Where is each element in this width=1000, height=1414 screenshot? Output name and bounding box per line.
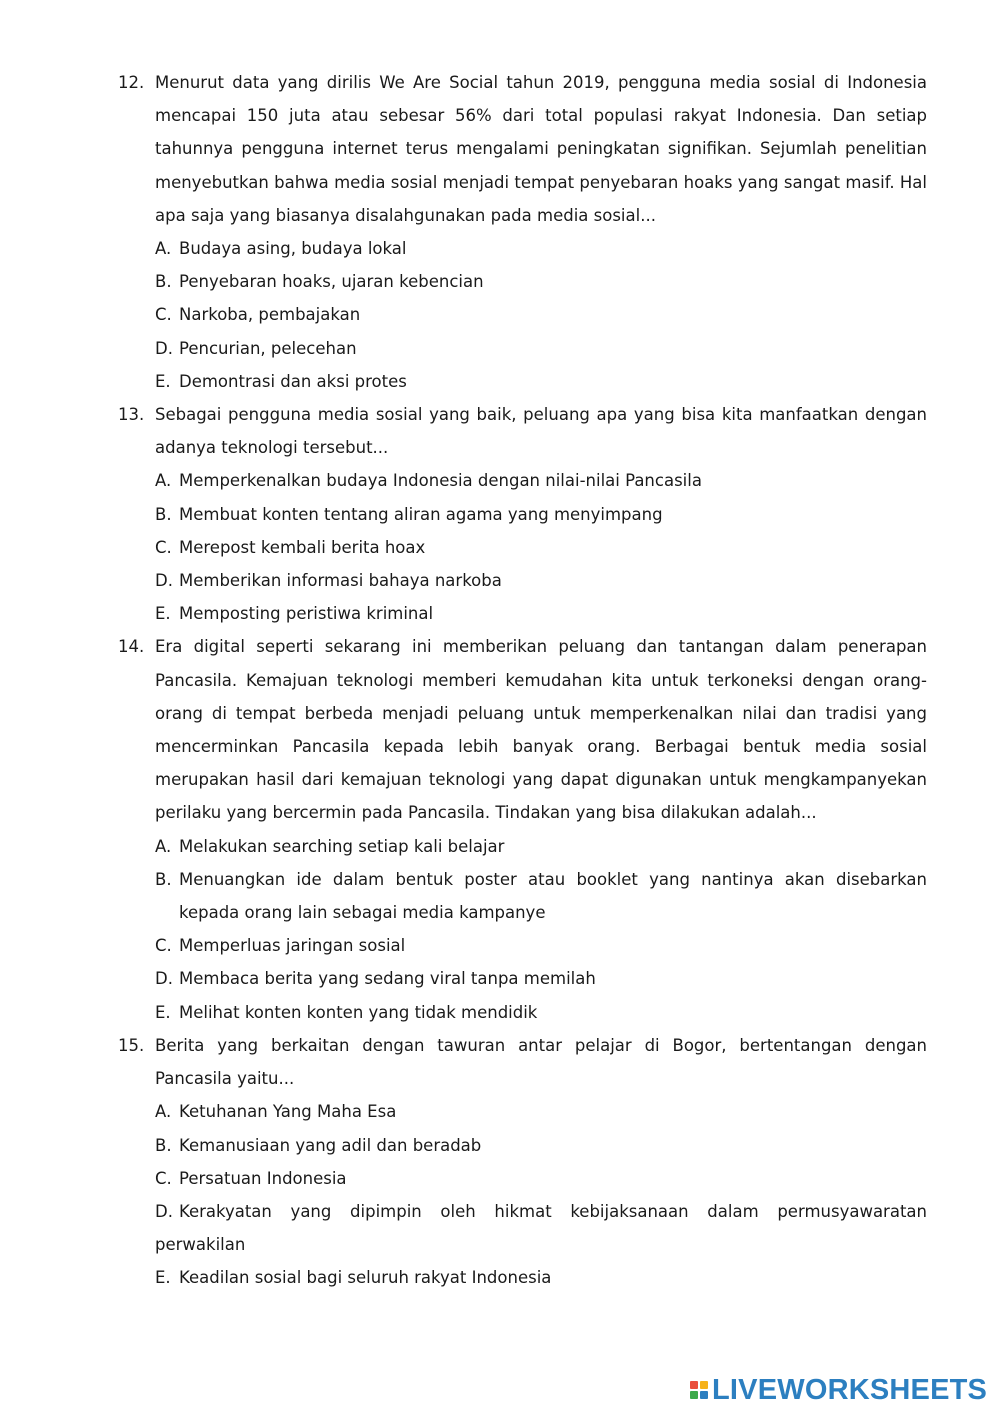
option-e[interactable] (155, 597, 927, 630)
option-text: Memperluas jaringan sosial (179, 936, 406, 956)
option-text: Penyebaran hoaks, ujaran kebencian (179, 272, 484, 292)
option-letter: C. (155, 305, 172, 325)
option-c[interactable] (155, 1162, 927, 1195)
option-letter: E. (155, 604, 171, 624)
logo-text: LIVEWORKSHEETS (712, 1373, 988, 1406)
logo-square (690, 1381, 698, 1389)
option-e[interactable] (155, 1261, 927, 1294)
option-letter: C. (155, 936, 172, 956)
option-text: Keadilan sosial bagi seluruh rakyat Indonesia (179, 1268, 552, 1288)
question-text: Era digital seperti sekarang ini memberikan peluang dan tantangan dalam penerapan Pancasila. Kemajuan teknologi memberi kemudahan kita untuk terkoneksi dengan orang-orang di tempat berbeda menjadi peluang untuk memperkenalkan nilai dan tradisi yang mencerminkan Pancasila kepada lebih banyak orang. Berbagai bentuk media sosial merupakan hasil dari kemajuan teknologi yang dapat digunakan untuk mengkampanyekan perilaku yang bercermin pada Pancasila. Tindakan yang bisa dilakukan adalah... (155, 637, 927, 823)
option-b[interactable] (155, 498, 927, 531)
option-list (155, 232, 927, 398)
option-text: Persatuan Indonesia (179, 1168, 347, 1188)
option-letter: B. (155, 504, 172, 524)
question-number: 15. (118, 1035, 145, 1055)
option-text: Kemanusiaan yang adil dan beradab (179, 1135, 482, 1155)
option-text: Membuat konten tentang aliran agama yang menyimpang (179, 504, 663, 524)
option-text: Ketuhanan Yang Maha Esa (179, 1102, 397, 1122)
option-text: Memposting peristiwa kriminal (179, 604, 434, 624)
question-number: 13. (118, 405, 145, 425)
logo-square (690, 1391, 698, 1399)
option-letter: E. (155, 1002, 171, 1022)
option-d[interactable] (155, 564, 927, 597)
option-e[interactable] (155, 365, 927, 398)
option-text: Pencurian, pelecehan (179, 338, 357, 358)
option-letter: D. (155, 1201, 173, 1221)
option-text: Melihat konten konten yang tidak mendidik (179, 1002, 538, 1022)
question-15 (0, 1029, 1000, 1295)
option-c[interactable] (155, 929, 927, 962)
option-e[interactable] (155, 996, 927, 1029)
option-letter: E. (155, 1268, 171, 1288)
option-letter: C. (155, 1168, 172, 1188)
question-12 (0, 66, 1000, 398)
option-text: Menuangkan ide dalam bentuk poster atau booklet yang nantinya akan disebarkan kepada orang lain sebagai media kampanye (179, 869, 927, 923)
option-b[interactable] (155, 1129, 927, 1162)
question-13 (0, 398, 1000, 630)
logo-square (700, 1381, 708, 1389)
liveworksheets-logo (690, 1374, 987, 1406)
option-text: Melakukan searching setiap kali belajar (179, 836, 505, 856)
question-number: 14. (118, 637, 145, 657)
option-c[interactable] (155, 531, 927, 564)
option-d[interactable] (155, 1195, 927, 1261)
option-text: Kerakyatan yang dipimpin oleh hikmat kebijaksanaan dalam permusyawaratan perwakilan (155, 1201, 927, 1255)
option-a[interactable] (155, 232, 927, 265)
option-list (155, 830, 927, 1029)
option-text: Merepost kembali berita hoax (179, 537, 426, 557)
option-text: Demontrasi dan aksi protes (179, 371, 407, 391)
option-letter: E. (155, 371, 171, 391)
worksheet-page (0, 66, 1000, 1295)
question-text: Menurut data yang dirilis We Are Social tahun 2019, pengguna media sosial di Indonesia mencapai 150 juta atau sebesar 56% dari total populasi rakyat Indonesia. Dan setiap tahunnya pengguna internet terus mengalami peningkatan signifikan. Sejumlah penelitian menyebutkan bahwa media sosial menjadi tempat penyebaran hoaks yang sangat masif. Hal apa saja yang biasanya disalahgunakan pada media sosial... (155, 73, 927, 225)
option-letter: C. (155, 537, 172, 557)
option-text: Memperkenalkan budaya Indonesia dengan nilai-nilai Pancasila (179, 471, 702, 491)
option-b[interactable] (155, 863, 927, 929)
option-letter: B. (155, 272, 172, 292)
question-text: Sebagai pengguna media sosial yang baik, peluang apa yang bisa kita manfaatkan dengan adanya teknologi tersebut... (155, 405, 927, 458)
option-a[interactable] (155, 464, 927, 497)
option-letter: B. (155, 869, 172, 889)
question-text: Berita yang berkaitan dengan tawuran antar pelajar di Bogor, bertentangan dengan Pancasila yaitu... (155, 1035, 927, 1089)
option-text: Membaca berita yang sedang viral tanpa memilah (179, 969, 596, 989)
logo-square (700, 1391, 708, 1399)
logo-mark-icon (690, 1381, 708, 1399)
option-b[interactable] (155, 265, 927, 298)
option-a[interactable] (155, 830, 927, 863)
option-letter: A. (155, 1102, 172, 1122)
option-d[interactable] (155, 332, 927, 365)
option-d[interactable] (155, 962, 927, 995)
option-a[interactable] (155, 1095, 927, 1128)
option-c[interactable] (155, 298, 927, 331)
option-letter: A. (155, 836, 172, 856)
option-letter: D. (155, 969, 173, 989)
option-letter: A. (155, 471, 172, 491)
option-text: Budaya asing, budaya lokal (179, 239, 407, 259)
option-list (155, 1095, 927, 1294)
option-text: Memberikan informasi bahaya narkoba (179, 571, 502, 591)
option-letter: A. (155, 239, 172, 259)
option-letter: B. (155, 1135, 172, 1155)
option-list (155, 464, 927, 630)
option-letter: D. (155, 571, 173, 591)
question-number: 12. (118, 73, 145, 92)
question-14 (0, 630, 1000, 1028)
option-letter: D. (155, 338, 173, 358)
option-text: Narkoba, pembajakan (179, 305, 361, 325)
